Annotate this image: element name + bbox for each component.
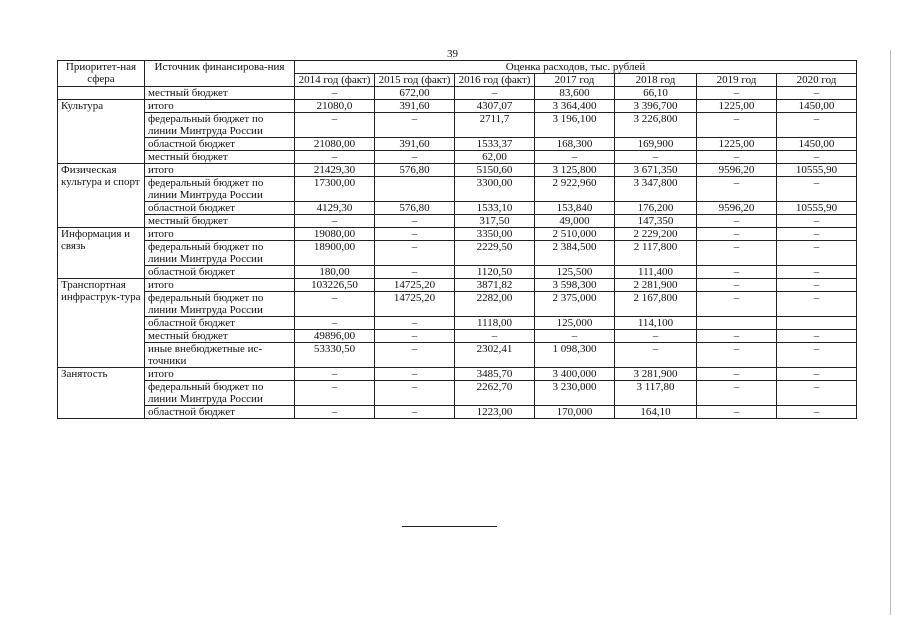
value-cell: – [697,381,777,406]
value-cell: 3 281,900 [615,368,697,381]
value-cell: 9596,20 [697,164,777,177]
value-cell: 18900,00 [295,241,375,266]
header-estimate: Оценка расходов, тыс. рублей [295,61,857,74]
table-row [58,279,857,292]
value-cell: 3 196,100 [535,113,615,138]
header-sphere: Приоритет-ная сфера [58,61,145,87]
value-cell: – [697,177,777,202]
value-cell: – [615,151,697,164]
value-cell: – [375,406,455,419]
value-cell: – [697,151,777,164]
source-cell: федеральный бюджет по линии Минтруда России [145,177,295,202]
value-cell: 4129,30 [295,202,375,215]
value-cell: 3 671,350 [615,164,697,177]
value-cell: 5150,60 [455,164,535,177]
value-cell: – [295,87,375,100]
value-cell: 114,100 [615,317,697,330]
table-row [58,164,857,177]
value-cell: 3 117,80 [615,381,697,406]
value-cell: – [615,330,697,343]
source-cell: федеральный бюджет по линии Минтруда России [145,292,295,317]
value-cell: 3 347,800 [615,177,697,202]
source-cell: федеральный бюджет по линии Минтруда России [145,381,295,406]
value-cell: 317,50 [455,215,535,228]
value-cell: 164,10 [615,406,697,419]
value-cell: – [697,87,777,100]
source-cell: областной бюджет [145,202,295,215]
source-cell: местный бюджет [145,330,295,343]
value-cell: 10555,90 [777,202,857,215]
value-cell: – [295,406,375,419]
source-cell: местный бюджет [145,215,295,228]
value-cell: 168,300 [535,138,615,151]
table-row [58,202,857,215]
source-cell: иные внебюджетные ис-точники [145,343,295,368]
header-row-top [58,61,857,74]
source-cell: областной бюджет [145,138,295,151]
table-row [58,343,857,368]
value-cell: – [375,317,455,330]
value-cell: – [295,151,375,164]
header-source: Источник финансирова-ния [145,61,295,87]
value-cell: – [777,381,857,406]
value-cell: 3350,00 [455,228,535,241]
value-cell: 103226,50 [295,279,375,292]
value-cell: 2262,70 [455,381,535,406]
value-cell: – [295,381,375,406]
value-cell: 17300,00 [295,177,375,202]
value-cell: – [295,113,375,138]
value-cell: 3 125,800 [535,164,615,177]
value-cell: 19080,00 [295,228,375,241]
page-number: 39 [447,48,458,60]
value-cell: 672,00 [375,87,455,100]
value-cell: 66,10 [615,87,697,100]
value-cell: 153,840 [535,202,615,215]
value-cell: 391,60 [375,138,455,151]
header-year: 2015 год (факт) [375,74,455,87]
header-year: 2014 год (факт) [295,74,375,87]
value-cell: – [375,381,455,406]
value-cell: – [777,113,857,138]
value-cell: – [777,228,857,241]
value-cell: 3 230,000 [535,381,615,406]
value-cell: 21080,00 [295,138,375,151]
value-cell: 21429,30 [295,164,375,177]
value-cell: 176,200 [615,202,697,215]
value-cell: 3871,82 [455,279,535,292]
value-cell: – [697,343,777,368]
value-cell: 2 117,800 [615,241,697,266]
value-cell: 83,600 [535,87,615,100]
value-cell: – [535,330,615,343]
source-cell: итого [145,228,295,241]
sphere-cell [58,87,145,100]
value-cell: – [375,215,455,228]
value-cell: – [697,330,777,343]
value-cell: 1 098,300 [535,343,615,368]
value-cell: – [535,151,615,164]
value-cell: – [697,113,777,138]
value-cell: – [375,343,455,368]
value-cell [697,317,777,330]
value-cell: – [697,368,777,381]
source-cell: местный бюджет [145,87,295,100]
value-cell: – [777,368,857,381]
table-row [58,151,857,164]
value-cell: 576,80 [375,164,455,177]
value-cell: – [295,317,375,330]
value-cell: 1118,00 [455,317,535,330]
value-cell: 391,60 [375,100,455,113]
table-row [58,138,857,151]
value-cell: 2 281,900 [615,279,697,292]
table-row [58,266,857,279]
value-cell: 1533,10 [455,202,535,215]
table-row [58,406,857,419]
source-cell: областной бюджет [145,317,295,330]
header-year: 2016 год (факт) [455,74,535,87]
value-cell: – [697,266,777,279]
value-cell: – [777,241,857,266]
value-cell: 3 364,400 [535,100,615,113]
table-row [58,228,857,241]
value-cell: 111,400 [615,266,697,279]
value-cell: – [697,228,777,241]
sphere-cell: Информация и связь [58,228,145,279]
table-row [58,100,857,113]
sphere-cell: Физическая культура и спорт [58,164,145,228]
source-cell: местный бюджет [145,151,295,164]
value-cell: – [375,241,455,266]
value-cell: 3 400,000 [535,368,615,381]
value-cell: – [777,266,857,279]
value-cell: 49,000 [535,215,615,228]
budget-table [57,60,857,419]
value-cell: – [697,279,777,292]
source-cell: итого [145,279,295,292]
value-cell: – [697,241,777,266]
value-cell: – [375,330,455,343]
table-row [58,241,857,266]
source-cell: федеральный бюджет по линии Минтруда России [145,241,295,266]
value-cell: – [777,292,857,317]
sphere-cell: Занятость [58,368,145,419]
value-cell: – [375,266,455,279]
value-cell: – [455,87,535,100]
header-year: 2020 год [777,74,857,87]
value-cell: 170,000 [535,406,615,419]
value-cell: 53330,50 [295,343,375,368]
value-cell: 2 167,800 [615,292,697,317]
value-cell [777,317,857,330]
value-cell: – [777,215,857,228]
table-row [58,330,857,343]
footer-divider [402,526,497,527]
sphere-cell: Культура [58,100,145,164]
value-cell: – [375,368,455,381]
value-cell: 576,80 [375,202,455,215]
value-cell: – [615,343,697,368]
table-row [58,368,857,381]
value-cell: 1533,37 [455,138,535,151]
value-cell: 2 375,000 [535,292,615,317]
value-cell: 3300,00 [455,177,535,202]
table-row [58,292,857,317]
value-cell: 9596,20 [697,202,777,215]
table-row [58,381,857,406]
value-cell: 49896,00 [295,330,375,343]
source-cell: итого [145,368,295,381]
value-cell: 4307,07 [455,100,535,113]
value-cell: – [697,406,777,419]
value-cell: 3 226,800 [615,113,697,138]
value-cell: – [697,215,777,228]
value-cell: 62,00 [455,151,535,164]
value-cell: – [375,151,455,164]
value-cell: 3 598,300 [535,279,615,292]
source-cell: итого [145,164,295,177]
table-row [58,317,857,330]
value-cell: 1225,00 [697,138,777,151]
value-cell: 2 922,960 [535,177,615,202]
value-cell: – [295,368,375,381]
value-cell: 1223,00 [455,406,535,419]
value-cell [375,177,455,202]
value-cell: – [295,215,375,228]
header-year: 2019 год [697,74,777,87]
value-cell: 2282,00 [455,292,535,317]
header-year: 2017 год [535,74,615,87]
value-cell: 1120,50 [455,266,535,279]
page-edge-line [890,50,891,615]
value-cell: – [375,228,455,241]
value-cell: 147,350 [615,215,697,228]
value-cell: – [777,343,857,368]
value-cell: 2 384,500 [535,241,615,266]
value-cell: 14725,20 [375,279,455,292]
value-cell: – [777,279,857,292]
value-cell: 2711,7 [455,113,535,138]
value-cell: – [777,177,857,202]
value-cell: – [777,406,857,419]
value-cell: 169,900 [615,138,697,151]
value-cell: 1450,00 [777,138,857,151]
source-cell: областной бюджет [145,406,295,419]
value-cell: 3485,70 [455,368,535,381]
sphere-cell: Транспортная инфраструк-тура [58,279,145,368]
value-cell: – [295,292,375,317]
source-cell: областной бюджет [145,266,295,279]
value-cell: 2 229,200 [615,228,697,241]
header-year: 2018 год [615,74,697,87]
table-row [58,215,857,228]
value-cell: 125,500 [535,266,615,279]
value-cell: 1225,00 [697,100,777,113]
value-cell: – [375,113,455,138]
value-cell: 125,000 [535,317,615,330]
table-row [58,113,857,138]
table-row [58,177,857,202]
value-cell: – [777,87,857,100]
value-cell: – [777,151,857,164]
value-cell: 180,00 [295,266,375,279]
table-body [58,87,857,419]
value-cell: 10555,90 [777,164,857,177]
value-cell: 1450,00 [777,100,857,113]
value-cell: – [777,330,857,343]
table-row [58,87,857,100]
source-cell: итого [145,100,295,113]
value-cell: 14725,20 [375,292,455,317]
source-cell: федеральный бюджет по линии Минтруда России [145,113,295,138]
value-cell: 2302,41 [455,343,535,368]
value-cell: 2 510,000 [535,228,615,241]
value-cell: – [455,330,535,343]
value-cell: 21080,0 [295,100,375,113]
value-cell: – [697,292,777,317]
value-cell: 2229,50 [455,241,535,266]
value-cell: 3 396,700 [615,100,697,113]
